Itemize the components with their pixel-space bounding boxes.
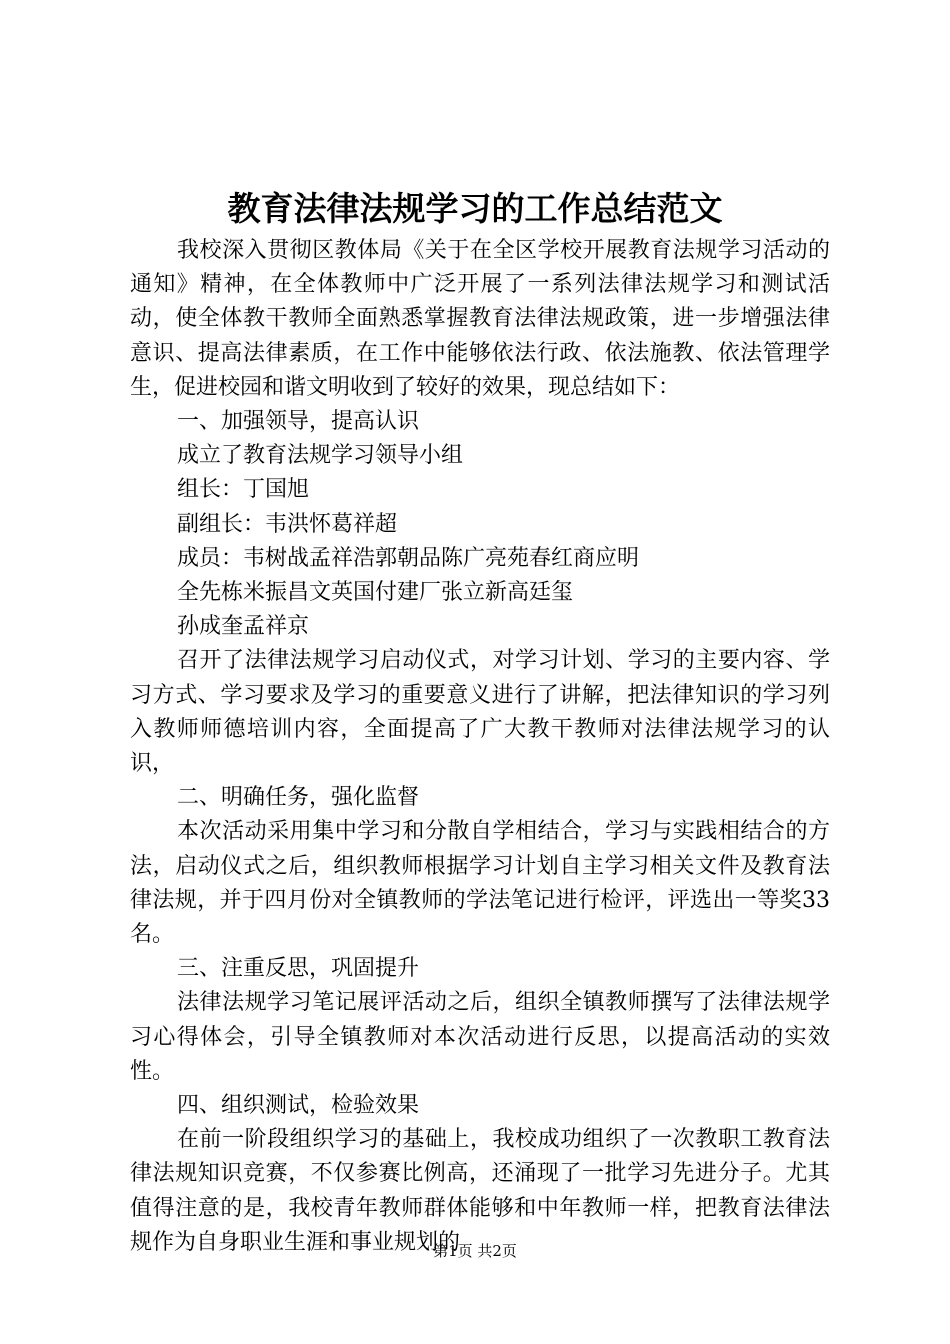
section-heading-3: 三、注重反思，巩固提升 [177, 956, 420, 982]
document-title: 教育法律法规学习的工作总结范文 [227, 189, 723, 228]
paragraph-intro: 我校深入贯彻区教体局《关于在全区学校开展教育法规学习活动的通知》精神，在全体教师中广泛开展了一系列法律法规学习和测试活动，使全体教干教师全面熟悉掌握教育法律法规政策，进一步增强法律意识、提高法律素质，在工作中能够依法行政、依法施教、依法管理学生，促进校园和谐文明收到了较好的效果，现总结如下： [130, 238, 830, 400]
section-heading-1: 一、加强领导，提高认识 [177, 409, 420, 435]
paragraph-group-leader: 组长：丁国旭 [177, 477, 310, 503]
paragraph-members-cont-2: 孙成奎孟祥京 [177, 614, 310, 640]
paragraph-members: 成员：韦树战孟祥浩郭朝品陈广亮苑春红商应明 [177, 545, 640, 571]
paragraph-members-cont-1: 全先栋米振昌文英国付建厂张立新高廷玺 [177, 580, 574, 606]
paragraph-reflection: 法律法规学习笔记展评活动之后，组织全镇教师撰写了法律法规学习心得体会，引导全镇教师对本次活动进行反思，以提高活动的实效性。 [130, 990, 830, 1084]
document-body [130, 234, 830, 1260]
section-heading-2: 二、明确任务，强化监督 [177, 785, 420, 811]
paragraph-kickoff: 召开了法律法规学习启动仪式，对学习计划、学习的主要内容、学习方式、学习要求及学习的重要意义进行了讲解，把法律知识的学习列入教师师德培训内容，全面提高了广大教干教师对法律法规学习的认识， [130, 648, 830, 777]
paragraph-group-established: 成立了教育法规学习领导小组 [177, 443, 464, 469]
paragraph-deputy-leader: 副组长：韦洪怀葛祥超 [177, 511, 398, 537]
section-heading-4: 四、组织测试，检验效果 [177, 1093, 420, 1119]
page-footer: 第1页 共2页 [433, 1242, 517, 1260]
paragraph-activity: 本次活动采用集中学习和分散自学相结合，学习与实践相结合的方法，启动仪式之后，组织教师根据学习计划自主学习相关文件及教育法律法规，并于四月份对全镇教师的学法笔记进行检评，评选出一等奖33名。 [130, 819, 830, 948]
paragraph-testing: 在前一阶段组织学习的基础上，我校成功组织了一次教职工教育法律法规知识竞赛，不仅参赛比例高，还涌现了一批学习先进分子。尤其值得注意的是，我校青年教师群体能够和中年教师一样，把教育法律法规作为自身职业生涯和事业规划的 [130, 1127, 830, 1255]
